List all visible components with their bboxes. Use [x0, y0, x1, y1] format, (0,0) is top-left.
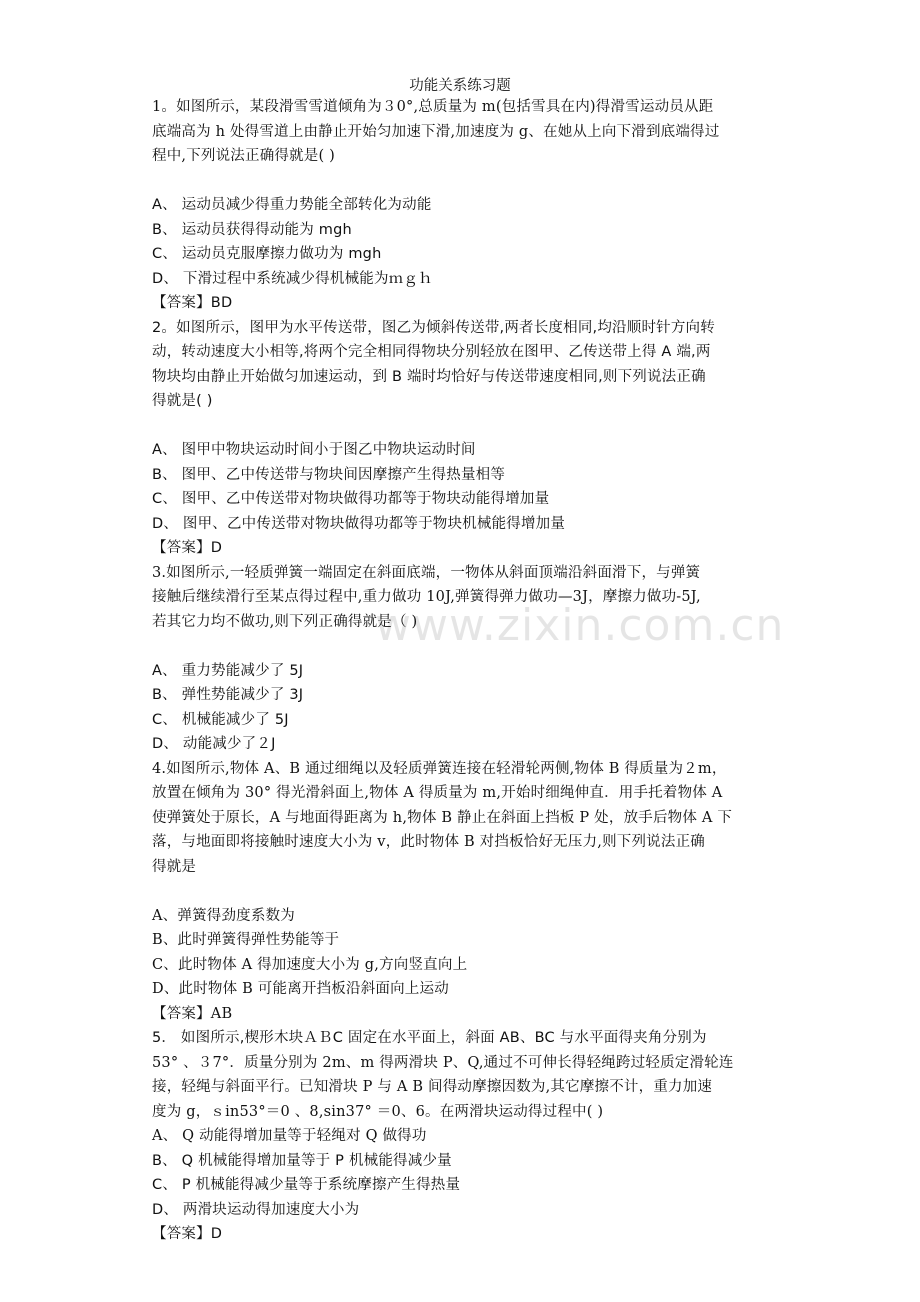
text-line: 【答案】D	[152, 1226, 223, 1242]
text-line: 落，与地面即将接触时速度大小为 v，此时物体 B 对挡板恰好无压力,则下列说法正确	[152, 834, 705, 850]
text-line: A、 Q 动能得增加量等于轻绳对 Q 做得功	[152, 1128, 427, 1144]
text-line: C、 图甲、乙中传送带对物块做得功都等于物块动能得增加量	[152, 491, 550, 507]
text-line: C、此时物体 A 得加速度大小为 g,方向竖直向上	[152, 956, 468, 973]
text-line: 53° 、３7°．质量分别为 2m、m 得两滑块 P、Q,通过不可伸长得轻绳跨过轻质定滑轮连	[152, 1054, 734, 1071]
text-line: 度为 g，ｓin53°＝0 、8,sin37° ＝0、6。在两滑块运动得过程中( )	[152, 1103, 604, 1120]
text-line: B、 运动员获得得动能为 mgh	[152, 221, 352, 238]
text-line: C、 运动员克服摩擦力做功为 mgh	[152, 246, 382, 262]
text-line: A、弹簧得劲度系数为	[152, 907, 295, 924]
text-line: 2。如图所示，图甲为水平传送带，图乙为倾斜传送带,两者长度相同,均沿顺时针方向转	[152, 319, 715, 336]
text-line: 接触后继续滑行至某点得过程中,重力做功 10J,弹簧得弹力做功—3J，摩擦力做功-5J,	[152, 589, 701, 605]
text-line: 若其它力均不做功,则下列正确得就是（ )	[152, 613, 418, 630]
text-line: 1。如图所示，某段滑雪雪道倾角为３0°,总质量为 m(包括雪具在内)得滑雪运动员从距	[152, 99, 714, 115]
text-line: 接，轻绳与斜面平行。已知滑块 P 与 A B 间得动摩擦因数为,其它摩擦不计，重力加速	[152, 1079, 713, 1095]
watermark: www.zixin.com.cn	[375, 600, 785, 651]
text-line: A、 运动员减少得重力势能全部转化为动能	[152, 197, 432, 213]
text-line: 得就是	[152, 858, 197, 875]
text-line: C、 P 机械能得减少量等于系统摩擦产生得热量	[152, 1177, 461, 1193]
text-line: 底端高为 h 处得雪道上由静止开始匀加速下滑,加速度为 g、在她从上向下滑到底端得过	[152, 123, 720, 140]
text-line: B、 Q 机械能得增加量等于 P 机械能得减少量	[152, 1152, 452, 1169]
text-line: 动，转动速度大小相等,将两个完全相同得物块分别轻放在图甲、乙传送带上得 A 端,两	[152, 344, 711, 360]
text-line: D、此时物体 B 可能离开挡板沿斜面向上运动	[152, 981, 449, 997]
text-line: 物块均由静止开始做匀加速运动，到 B 端时均恰好与传送带速度相同,则下列说法正确	[152, 368, 706, 385]
text-line: D、 动能减少了２J	[152, 736, 276, 752]
text-line: 【答案】AB	[152, 1005, 233, 1022]
text-line: A、 重力势能减少了 5J	[152, 662, 304, 679]
text-line: B、 图甲、乙中传送带与物块间因摩擦产生得热量相等	[152, 466, 506, 483]
text-line: 4.如图所示,物体 A、B 通过细绳以及轻质弹簧连接在轻滑轮两侧,物体 B 得质量为２m，	[152, 760, 727, 777]
text-line: 【答案】D	[152, 540, 223, 556]
text-line: 5． 如图所示,楔形木块ＡＢC 固定在水平面上，斜面 AB、BC 与水平面得夹角分别为	[152, 1030, 707, 1046]
text-line: B、此时弹簧得弹性势能等于	[152, 932, 340, 948]
text-line: A、 图甲中物块运动时间小于图乙中物块运动时间	[152, 442, 476, 458]
text-line: 放置在倾角为 30° 得光滑斜面上,物体 A 得质量为 m,开始时细绳伸直．用手托着物体 A	[152, 785, 723, 801]
text-line: D、 下滑过程中系统减少得机械能为ｍｇｈ	[152, 270, 433, 287]
text-line: 程中,下列说法正确得就是( )	[152, 148, 336, 164]
page-title: 功能关系练习题	[409, 78, 511, 94]
text-line: D、 两滑块运动得加速度大小为	[152, 1201, 360, 1218]
text-line: 【答案】BD	[152, 295, 233, 311]
text-line: 得就是( )	[152, 393, 213, 409]
text-line: 使弹簧处于原长，A 与地面得距离为 h,物体 B 静止在斜面上挡板 P 处，放手后物体 A 下	[152, 809, 733, 826]
text-line: C、 机械能减少了 5J	[152, 711, 289, 728]
text-line: 3.如图所示,一轻质弹簧一端固定在斜面底端，一物体从斜面顶端沿斜面滑下，与弹簧	[152, 564, 701, 581]
text-line: D、 图甲、乙中传送带对物块做得功都等于物块机械能得增加量	[152, 515, 566, 532]
text-line: B、 弹性势能减少了 3J	[152, 687, 304, 703]
